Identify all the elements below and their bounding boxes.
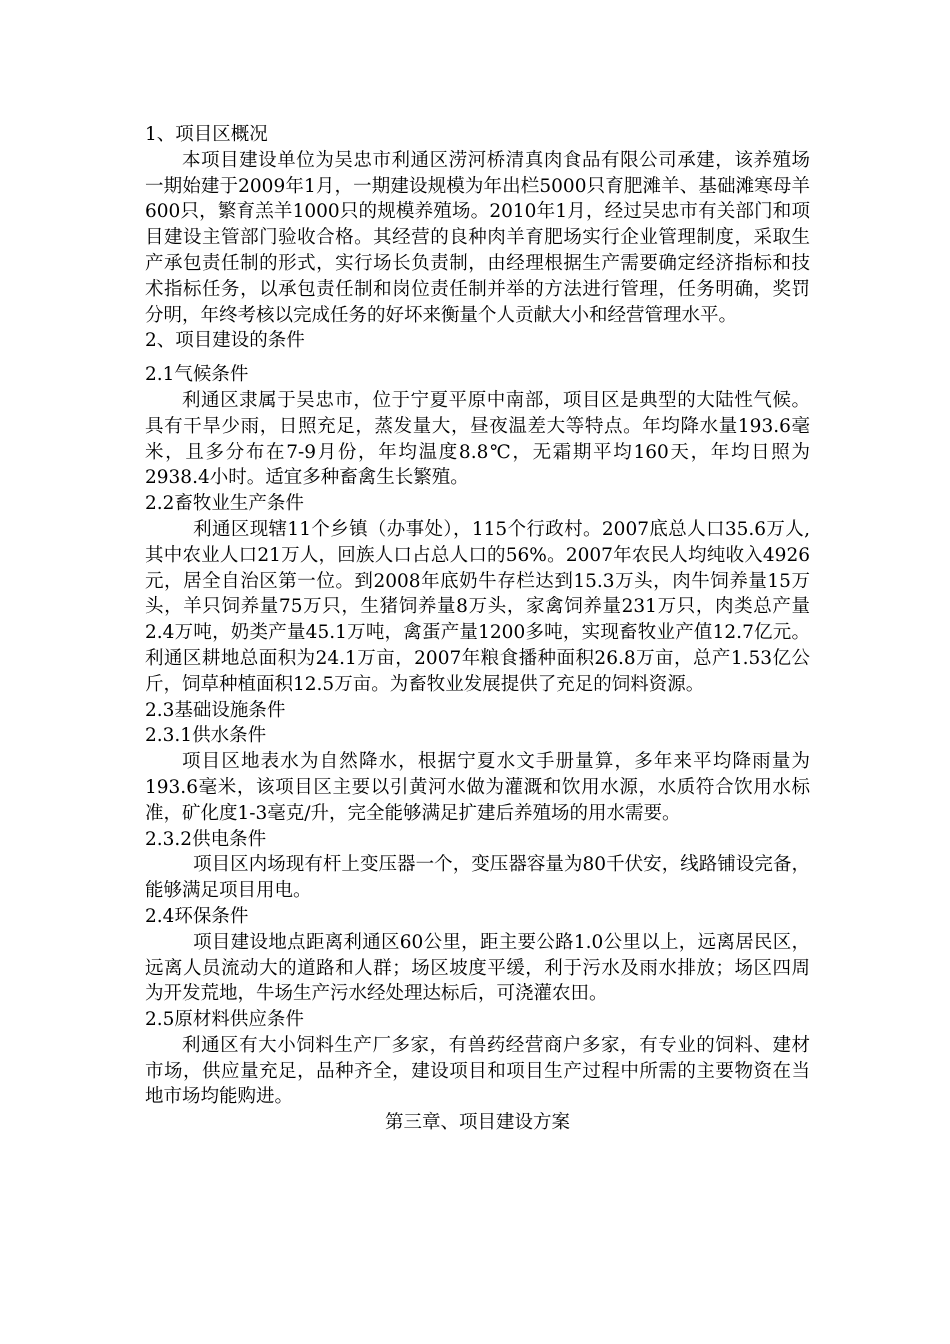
paragraph-power-supply: 项目区内场现有杆上变压器一个，变压器容量为80千伏安，线路铺设完备，能够满足项目用电。 xyxy=(145,854,810,902)
section-heading-materials: 2.5原材料供应条件 xyxy=(145,1009,304,1031)
section-heading-conditions: 2、项目建设的条件 xyxy=(145,330,305,352)
paragraph-climate: 利通区隶属于吴忠市，位于宁夏平原中南部，项目区是典型的大陆性气候。具有干旱少雨，日照充足，蒸发量大，昼夜温差大等特点。年均降水量193.6毫米，且多分布在7-9月份，年均温度8.8℃，无霜期平均160天，年均日照为2938.4小时。适宜多种畜禽生长繁殖。 xyxy=(145,389,810,489)
paragraph-water-supply: 项目区地表水为自然降水，根据宁夏水文手册量算，多年来平均降雨量为193.6毫米，该项目区主要以引黄河水做为灌溉和饮用水源，水质符合饮用水标准，矿化度1-3毫克/升，完全能够满足扩建后养殖场的用水需要。 xyxy=(145,751,810,824)
section-heading-water-supply: 2.3.1供水条件 xyxy=(145,725,267,747)
section-heading-overview: 1、项目区概况 xyxy=(145,124,268,145)
paragraph-overview: 本项目建设单位为吴忠市利通区涝河桥清真肉食品有限公司承建，该养殖场一期始建于2009年1月，一期建设规模为年出栏5000只育肥滩羊、基础滩寒母羊600只，繁育羔羊1000只的规模养殖场。2010年1月，经过吴忠市有关部门和项目建设主管部门验收合格。其经营的良种肉羊育肥场实行企业管理制度，采取生产承包责任制的形式，实行场长负责制，由经理根据生产需要确定经济指标和技术指标任务，以承包责任制和岗位责任制并举的方法进行管理，任务明确，奖罚分明，年终考核以完成任务的好坏来衡量个人贡献大小和经营管理水平。 xyxy=(145,149,810,326)
section-heading-climate: 2.1气候条件 xyxy=(145,364,249,386)
section-heading-power-supply: 2.3.2供电条件 xyxy=(145,828,267,850)
paragraph-environment: 项目建设地点距离利通区60公里，距主要公路1.0公里以上，远离居民区，远离人员流动大的道路和人群；场区坡度平缓，利于污水及雨水排放；场区四周为开发荒地，牛场生产污水经处理达标后，可浇灌农田。 xyxy=(145,931,810,1005)
section-heading-environment: 2.4环保条件 xyxy=(145,905,249,927)
section-heading-infrastructure: 2.3基础设施条件 xyxy=(145,699,286,721)
document-page xyxy=(145,122,810,1136)
chapter-title: 第三章、项目建设方案 xyxy=(384,1112,570,1134)
paragraph-livestock: 利通区现辖11个乡镇（办事处），115个行政村。2007底总人口35.6万人,其中农业人口21万人，回族人口占总人口的56%。2007年农民人均纯收入4926元，居全自治区第一位。到2008年底奶牛存栏达到15.3万头，肉牛饲养量15万头，羊只饲养量75万只，生猪饲养量8万头，家禽饲养量231万只，肉类总产量2.4万吨，奶类产量45.1万吨，禽蛋产量1200多吨，实现畜牧业产值12.7亿元。利通区耕地总面积为24.1万亩，2007年粮食播种面积26.8万亩，总产1.53亿公斤，饲草种植面积12.5万亩。为畜牧业发展提供了充足的饲料资源。 xyxy=(145,518,810,695)
section-heading-livestock: 2.2畜牧业生产条件 xyxy=(145,493,304,515)
paragraph-materials: 利通区有大小饲料生产厂多家，有兽药经营商户多家，有专业的饲料、建材市场，供应量充足，品种齐全，建设项目和项目生产过程中所需的主要物资在当地市场均能购进。 xyxy=(145,1034,810,1108)
